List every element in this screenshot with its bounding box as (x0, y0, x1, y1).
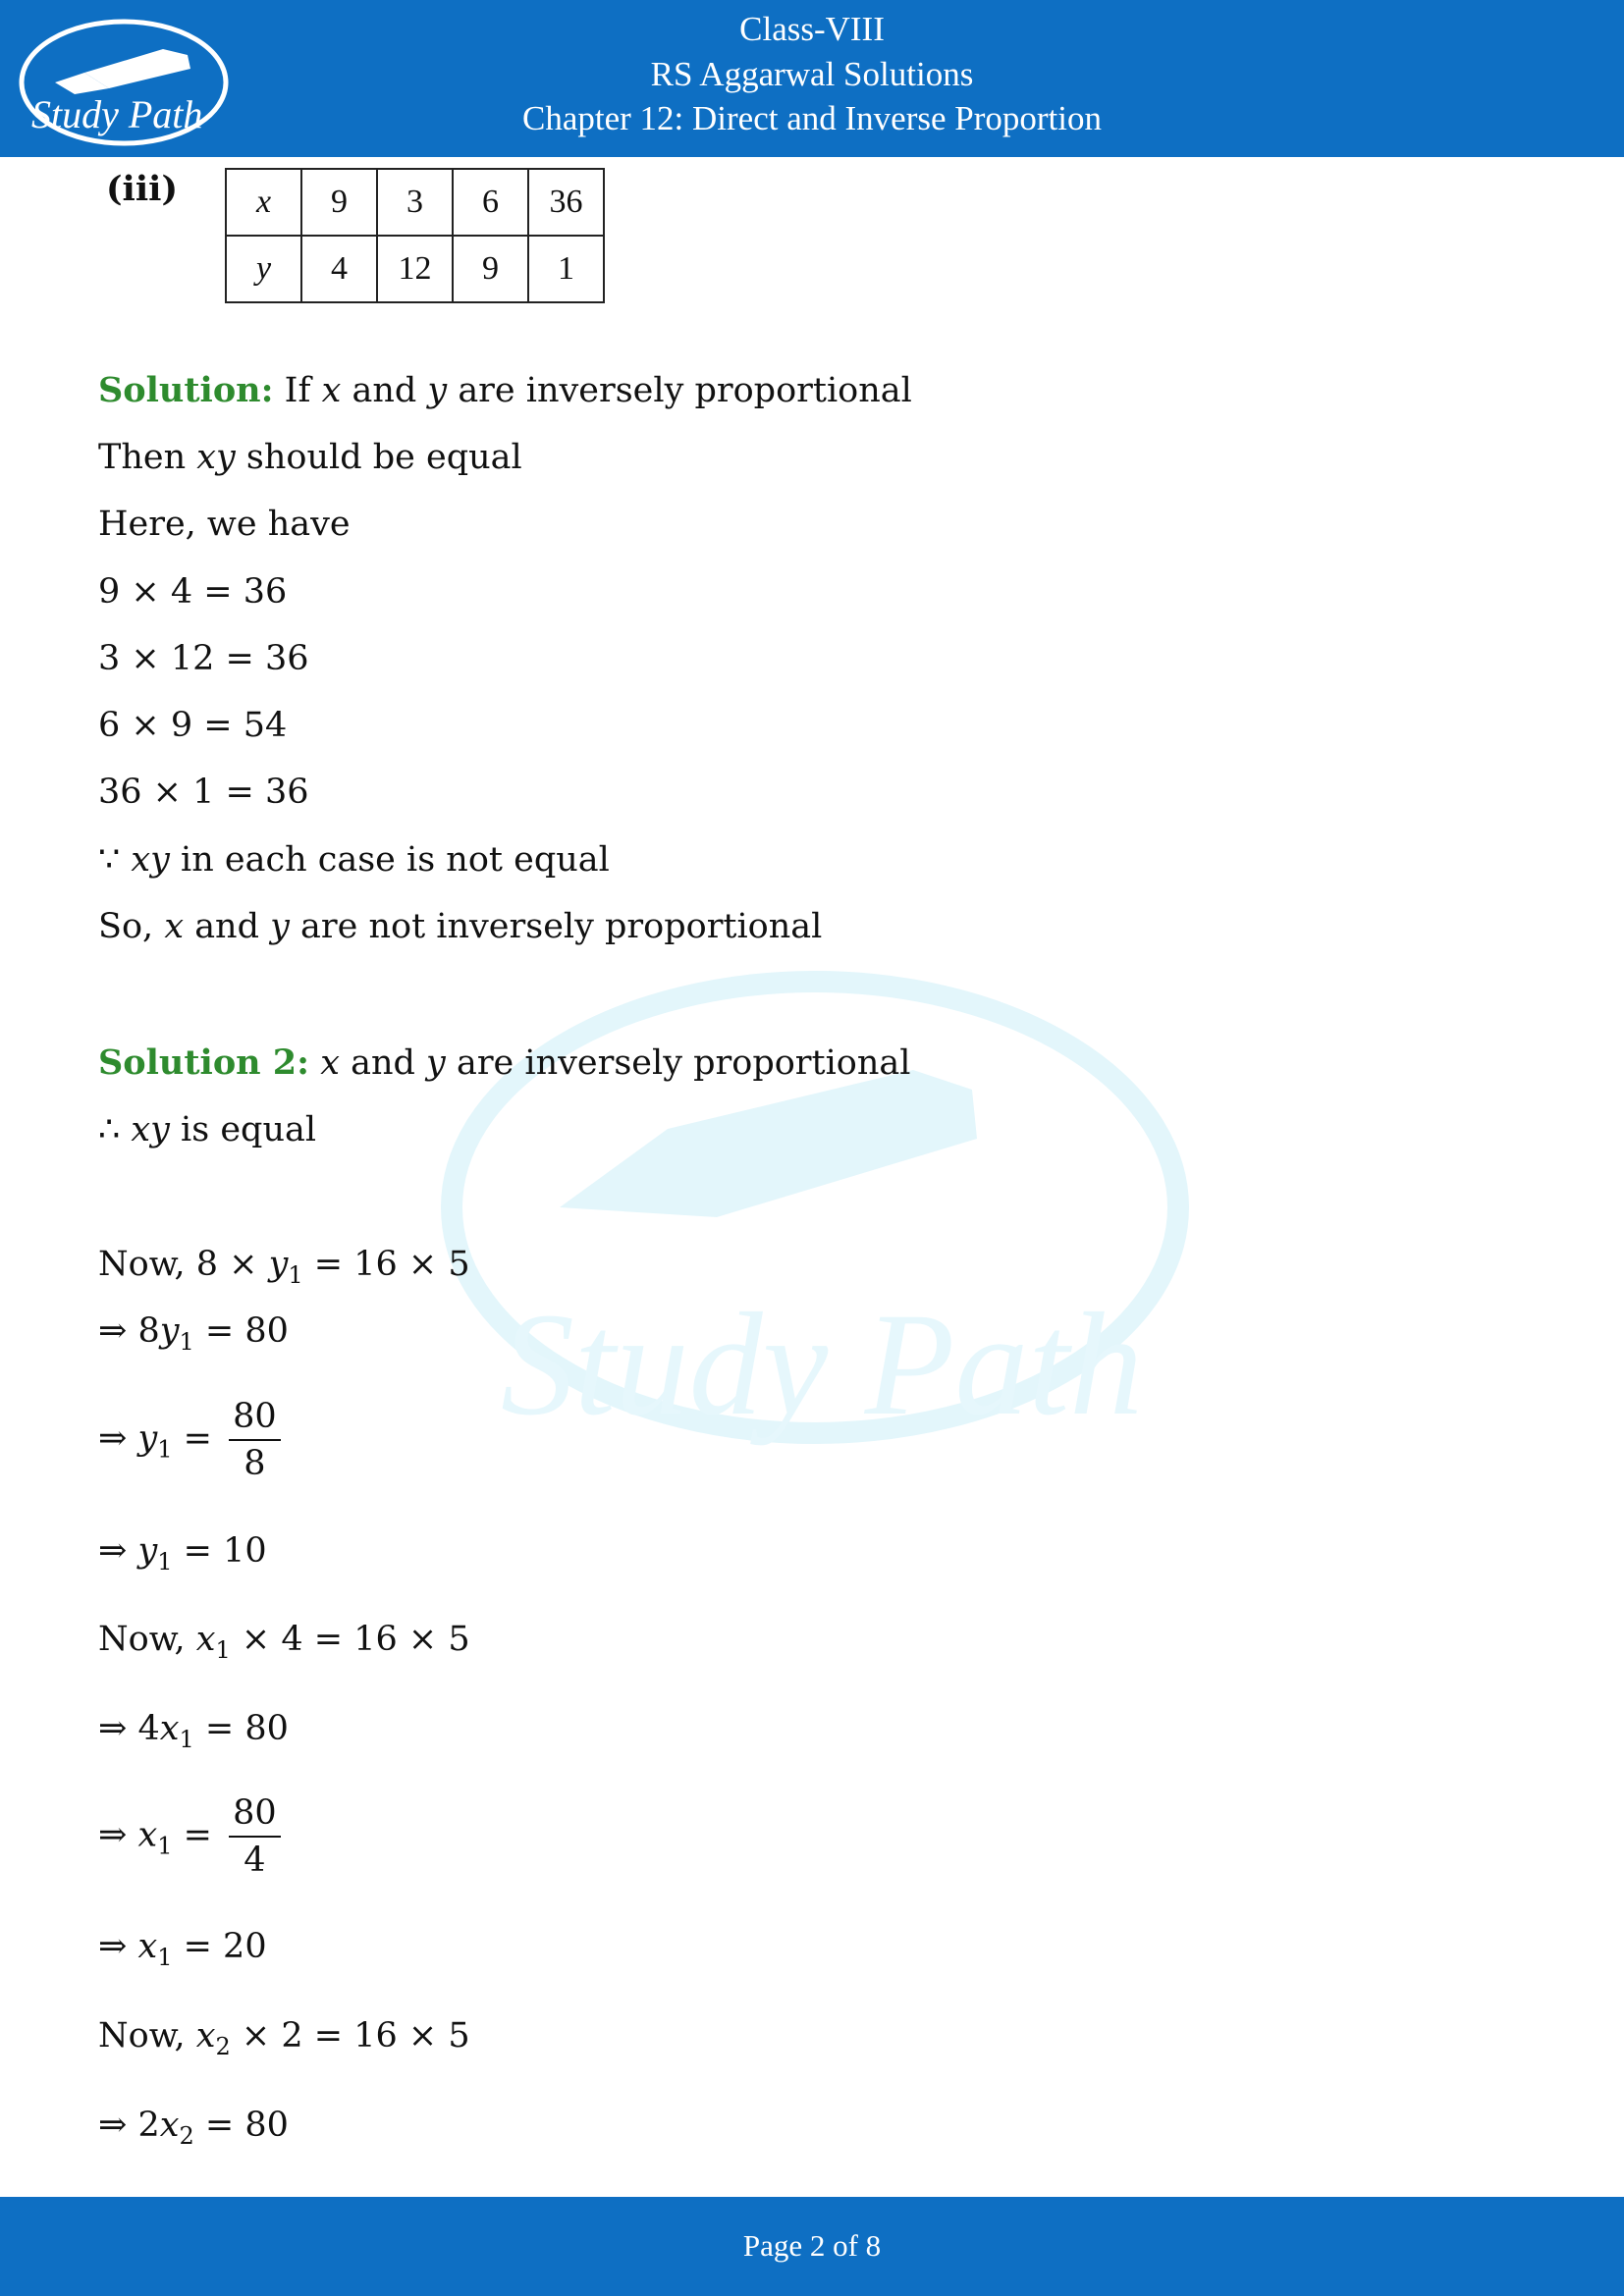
table-cell: x (226, 169, 301, 236)
text-span: ⇒ 4 (98, 1709, 160, 1748)
equation-line (98, 1707, 289, 1753)
var-xy: xy (131, 840, 170, 880)
svg-text:Study Path: Study Path (501, 1283, 1144, 1446)
text-span: So, (98, 907, 165, 946)
page-footer (0, 2197, 1624, 2296)
var-y: y (427, 371, 448, 410)
text-span: ⇒ (98, 1418, 138, 1459)
var-y: y (137, 1531, 158, 1571)
subscript: 1 (157, 1548, 173, 1575)
subscript: 1 (215, 1636, 231, 1664)
solution1-heading (98, 369, 912, 412)
text-span: are inversely proportional (447, 371, 912, 410)
text-span: ⇒ (98, 1815, 138, 1855)
text-span: × 4 = 16 × 5 (230, 1620, 470, 1659)
var-x: x (159, 1709, 180, 1748)
text-span: Then (98, 438, 197, 477)
equation-line: 9 × 4 = 36 (98, 572, 288, 612)
study-path-watermark (422, 962, 1208, 1472)
var-y: y (159, 1311, 180, 1351)
therefore-symbol: ∴ (98, 1110, 132, 1149)
text-span: Now, (98, 2016, 196, 2056)
equation-line (98, 2104, 289, 2150)
equation-line (98, 1618, 470, 1664)
table-cell: 6 (453, 169, 528, 236)
subscript: 1 (179, 1726, 194, 1753)
table-row-x (226, 169, 604, 236)
text-span: ⇒ 2 (98, 2106, 160, 2145)
table-cell: 12 (377, 236, 453, 302)
table-cell: 9 (301, 169, 377, 236)
var-y: y (426, 1043, 446, 1083)
var-y: y (137, 1418, 158, 1459)
var-y: y (270, 907, 290, 946)
var-x: x (137, 1927, 158, 1966)
equation-line (98, 1529, 267, 1573)
solution2-heading (98, 1041, 910, 1085)
subscript: 1 (288, 1261, 303, 1289)
text-span: ⇒ 8 (98, 1311, 160, 1351)
text-span: = 16 × 5 (302, 1245, 470, 1284)
page-number: Page 2 of 8 (742, 2228, 882, 2263)
text-span: are inversely proportional (445, 1043, 911, 1083)
var-xy: xy (131, 1110, 170, 1149)
subscript: 1 (157, 1832, 173, 1860)
text-span: should be equal (235, 438, 522, 477)
text-span: = 80 (193, 2106, 289, 2145)
subscript: 1 (179, 1328, 194, 1356)
table-cell: y (226, 236, 301, 302)
table-cell: 36 (528, 169, 604, 236)
subscript: 2 (215, 2033, 231, 2060)
var-x: x (159, 2106, 180, 2145)
equation-line: 3 × 12 = 36 (98, 639, 309, 678)
fraction (229, 1394, 281, 1486)
part-label: (iii) (106, 169, 179, 209)
equation-line (98, 1394, 281, 1486)
equation-line (98, 1243, 470, 1289)
var-x: x (137, 1815, 158, 1855)
table-row-y (226, 236, 604, 302)
table-cell: 1 (528, 236, 604, 302)
page-header (0, 0, 1624, 157)
text-span: and (184, 907, 271, 946)
numerator: 80 (229, 1394, 281, 1441)
table-cell: 3 (377, 169, 453, 236)
var-x: x (320, 1043, 340, 1083)
equation-line (98, 1790, 281, 1883)
text-span: = 80 (193, 1709, 289, 1748)
equation-line: 36 × 1 = 36 (98, 773, 309, 812)
text-span: ⇒ (98, 1927, 138, 1966)
text-span: = (172, 1815, 224, 1855)
header-book: RS Aggarwal Solutions (650, 55, 974, 93)
text-span: in each case is not equal (169, 840, 610, 880)
text-span: = (172, 1418, 224, 1459)
equation-line (98, 1309, 289, 1356)
solution1-line (98, 838, 610, 881)
text-span: is equal (169, 1110, 317, 1149)
text-span: and (341, 371, 428, 410)
var-x: x (321, 371, 342, 410)
fraction (229, 1790, 281, 1883)
solution1-line (98, 436, 522, 479)
solution2-line (98, 1108, 316, 1151)
table-cell: 4 (301, 236, 377, 302)
text-span: are not inversely proportional (289, 907, 823, 946)
table-cell: 9 (453, 236, 528, 302)
solution-label: Solution: (98, 370, 274, 410)
header-class: Class-VIII (739, 10, 885, 48)
text-span: = 10 (172, 1531, 267, 1571)
solution1-line: Here, we have (98, 505, 351, 544)
text-span: Now, (98, 1620, 196, 1659)
var-y: y (268, 1245, 289, 1284)
xy-table (225, 168, 605, 303)
text-span: and (339, 1043, 427, 1083)
subscript: 1 (157, 1944, 173, 1971)
solution1-conclusion (98, 905, 822, 948)
denominator: 4 (244, 1841, 266, 1880)
text-span: If (273, 371, 322, 410)
solution-label: Solution 2: (98, 1042, 310, 1083)
text-span: = 80 (193, 1311, 289, 1351)
var-x: x (195, 2016, 216, 2056)
equation-line (98, 1925, 267, 1971)
text-span: ⇒ (98, 1531, 138, 1571)
because-symbol: ∵ (98, 840, 132, 880)
text-span: Now, 8 × (98, 1245, 269, 1284)
subscript: 2 (179, 2122, 194, 2150)
var-x: x (195, 1620, 216, 1659)
svg-text:Study Path: Study Path (31, 92, 203, 136)
denominator: 8 (244, 1444, 266, 1483)
var-xy: xy (196, 438, 236, 477)
numerator: 80 (229, 1790, 281, 1838)
equation-line: 6 × 9 = 54 (98, 706, 288, 745)
header-chapter: Chapter 12: Direct and Inverse Proportion (522, 99, 1102, 137)
subscript: 1 (157, 1435, 173, 1464)
equation-line (98, 2014, 470, 2060)
text-span: × 2 = 16 × 5 (230, 2016, 470, 2056)
var-x: x (164, 907, 185, 946)
text-span: = 20 (172, 1927, 267, 1966)
